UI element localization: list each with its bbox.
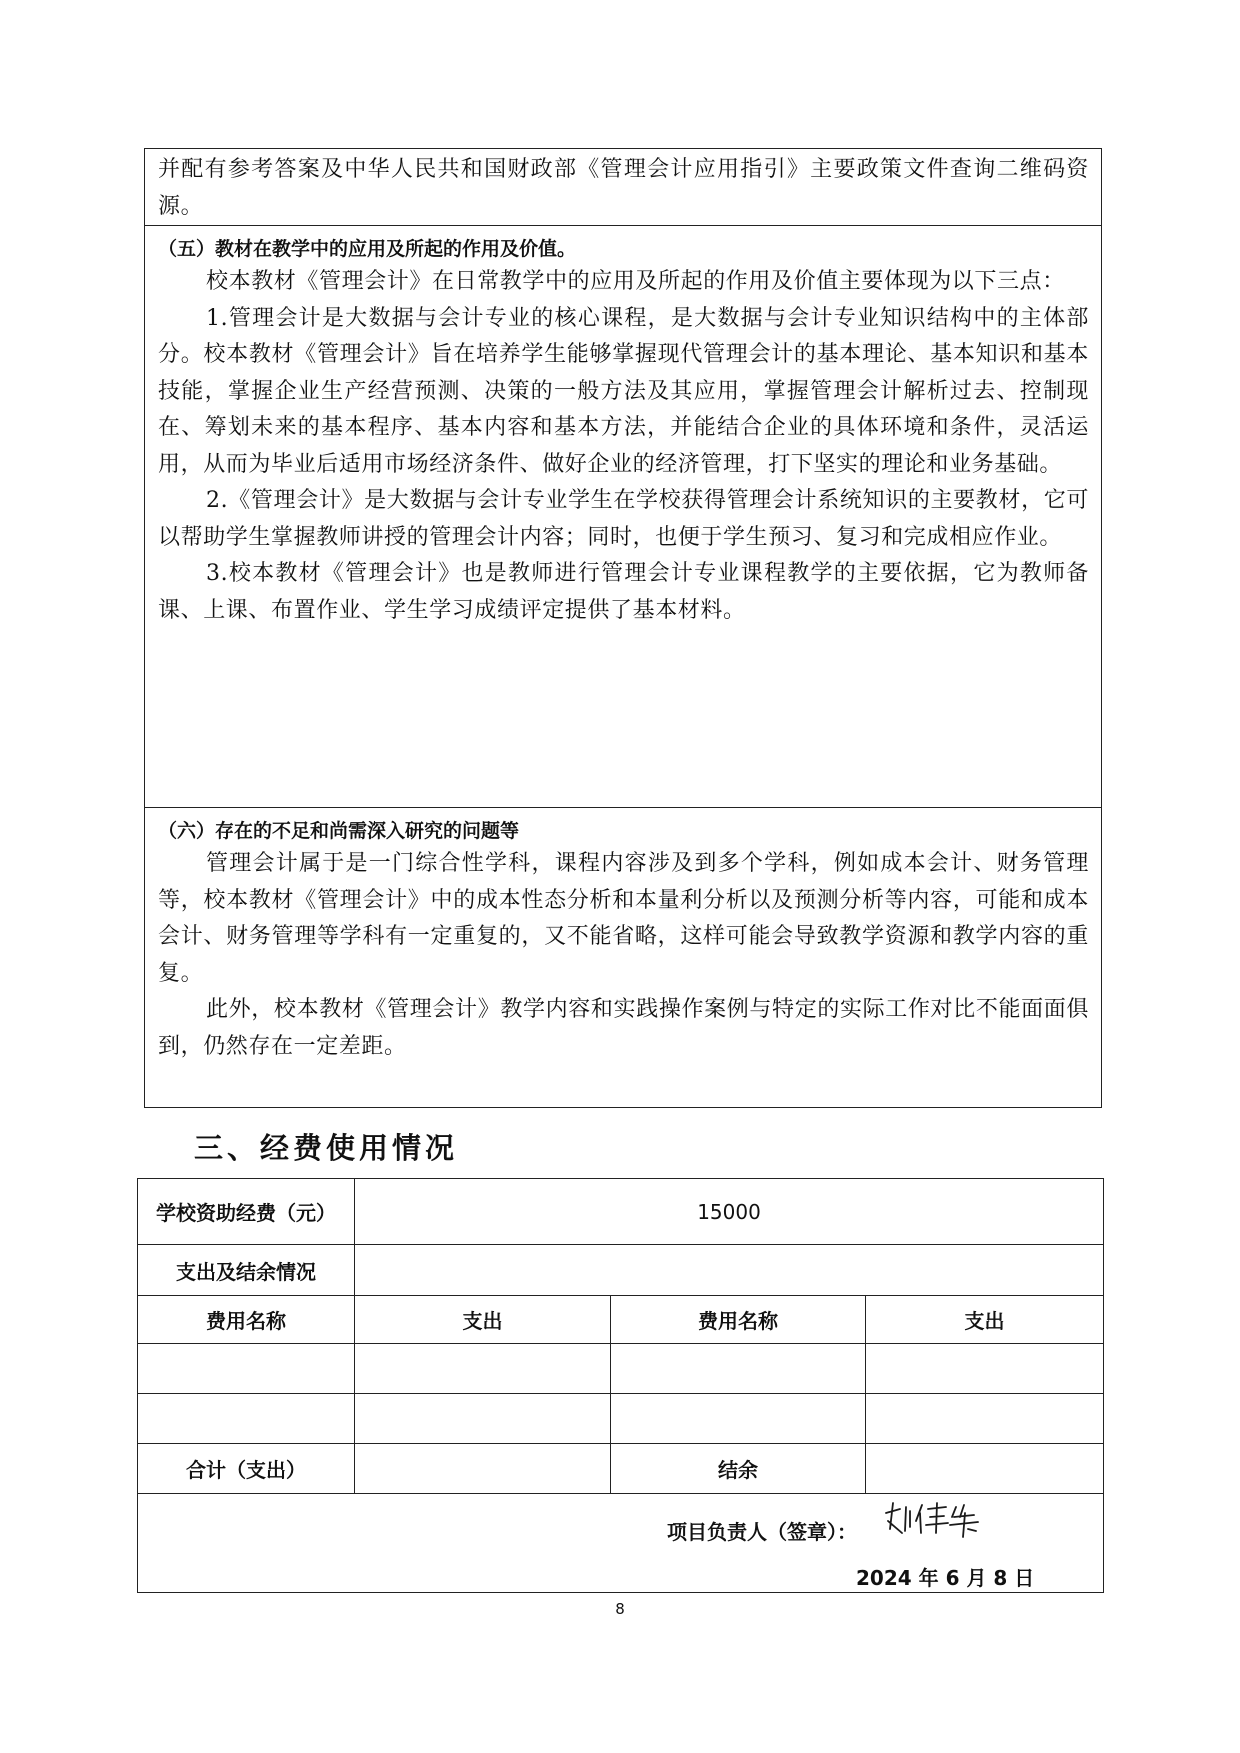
continuation-text: 并配有参考答案及中华人民共和国财政部《管理会计应用指引》主要政策文件查询二维码资源。 bbox=[158, 157, 1089, 219]
funding-row bbox=[138, 1179, 1104, 1245]
column-header: 支出 bbox=[355, 1296, 611, 1344]
section5-paragraph: 2.《管理会计》是大数据与会计专业学生在学校获得管理会计系统知识的主要教材，它可以帮助学生掌握教师讲授的管理会计内容；同时，也便于学生预习、复习和完成相应作业。 bbox=[158, 488, 1089, 550]
table-cell bbox=[355, 1344, 611, 1394]
signature-cell bbox=[138, 1494, 1104, 1593]
total-label: 合计（支出） bbox=[138, 1444, 355, 1494]
column-header: 费用名称 bbox=[138, 1296, 355, 1344]
project-leader-label: 项目负责人（签章）： bbox=[667, 1520, 857, 1544]
table-cell bbox=[866, 1394, 1104, 1444]
table-row bbox=[138, 1344, 1104, 1394]
page-number: 8 bbox=[615, 1600, 625, 1618]
column-header-row bbox=[138, 1296, 1104, 1344]
table-cell bbox=[138, 1344, 355, 1394]
column-header: 费用名称 bbox=[611, 1296, 866, 1344]
total-row bbox=[138, 1444, 1104, 1494]
table-cell bbox=[138, 1394, 355, 1444]
funding-table bbox=[137, 1178, 1104, 1593]
balance-status-value bbox=[355, 1245, 1104, 1296]
section5-paragraph: 3.校本教材《管理会计》也是教师进行管理会计专业课程教学的主要依据，它为教师备课、上课、布置作业、学生学习成绩评定提供了基本材料。 bbox=[158, 561, 1089, 623]
continuation-box bbox=[144, 148, 1102, 226]
balance-value bbox=[866, 1444, 1104, 1494]
section6-title: （六）存在的不足和尚需深入研究的问题等 bbox=[158, 820, 520, 842]
table-cell bbox=[355, 1394, 611, 1444]
table-cell bbox=[611, 1344, 866, 1394]
table-row bbox=[138, 1394, 1104, 1444]
table-cell bbox=[611, 1394, 866, 1444]
signature-date: 2024 年 6 月 8 日 bbox=[856, 1566, 1035, 1590]
column-header: 支出 bbox=[866, 1296, 1104, 1344]
table-cell bbox=[866, 1344, 1104, 1394]
section5-box bbox=[144, 225, 1102, 808]
section6-box bbox=[144, 807, 1102, 1108]
balance-label: 结余 bbox=[611, 1444, 866, 1494]
section5-paragraph: 1.管理会计是大数据与会计专业的核心课程，是大数据与会计专业知识结构中的主体部分。校本教材《管理会计》旨在培养学生能够掌握现代管理会计的基本理论、基本知识和基本技能，掌握企业生产经营预测、决策的一般方法及其应用，掌握管理会计解析过去、控制现在、筹划未来的基本程序、基本内容和基本方法，并能结合企业的具体环境和条件，灵活运用，从而为毕业后适用市场经济条件、做好企业的经济管理，打下坚实的理论和业务基础。 bbox=[158, 305, 1089, 477]
balance-status-label: 支出及结余情况 bbox=[138, 1245, 355, 1296]
total-value bbox=[355, 1444, 611, 1494]
handwritten-signature bbox=[880, 1499, 1000, 1541]
school-funding-label: 学校资助经费（元） bbox=[138, 1179, 355, 1245]
section6-paragraph: 此外，校本教材《管理会计》教学内容和实践操作案例与特定的实际工作对比不能面面俱到，仍然存在一定差距。 bbox=[158, 997, 1089, 1059]
section5-paragraph: 校本教材《管理会计》在日常教学中的应用及所起的作用及价值主要体现为以下三点： bbox=[206, 269, 1065, 294]
section6-paragraph: 管理会计属于是一门综合性学科，课程内容涉及到多个学科，例如成本会计、财务管理等，校本教材《管理会计》中的成本性态分析和本量利分析以及预测分析等内容，可能和成本会计、财务管理等学科有一定重复的，又不能省略，这样可能会导致教学资源和教学内容的重复。 bbox=[158, 851, 1089, 986]
section5-title: （五）教材在教学中的应用及所起的作用及价值。 bbox=[158, 238, 577, 260]
funding-heading: 三、经费使用情况 bbox=[194, 1131, 459, 1165]
signature-row bbox=[138, 1494, 1104, 1593]
school-funding-value: 15000 bbox=[355, 1179, 1104, 1245]
balance-status-row bbox=[138, 1245, 1104, 1296]
